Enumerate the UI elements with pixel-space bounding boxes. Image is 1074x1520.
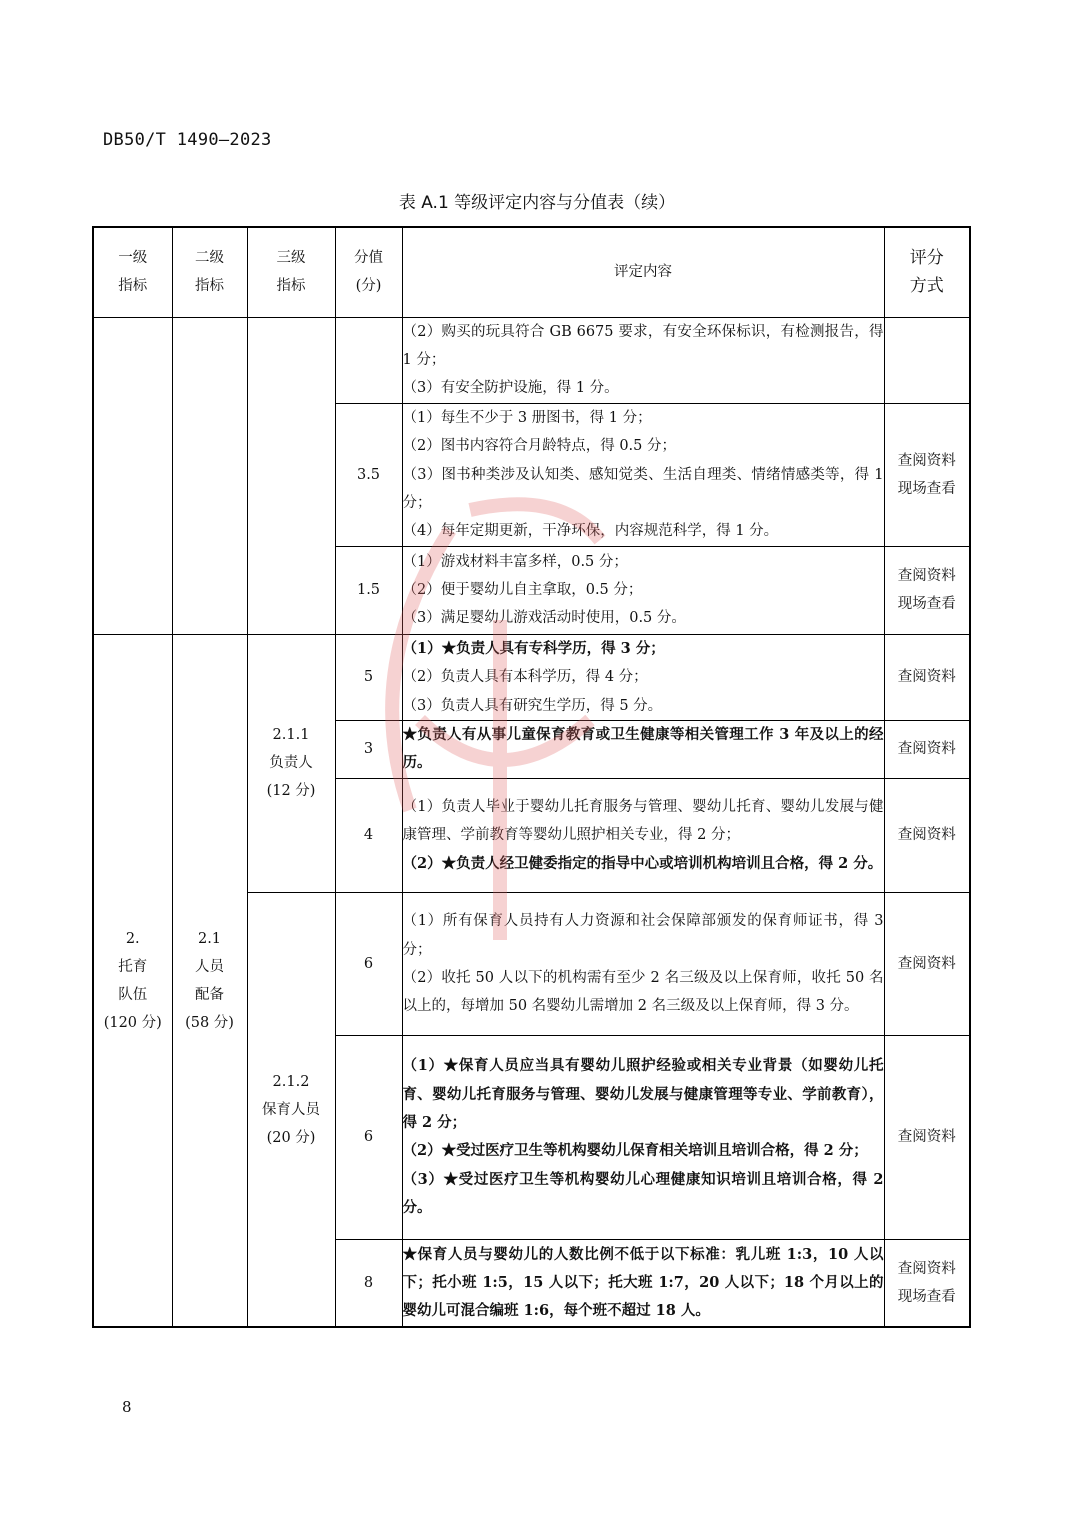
table-title: 表 A.1 等级评定内容与分值表（续）	[398, 193, 676, 213]
cell-method: 查阅资料	[884, 634, 970, 720]
cell-content: （1）所有保育人员持有人力资源和社会保障部颁发的保育师证书，得 3 分； （2）收托 50 人以下的机构需有至少 2 名三级及以上保育师，收托 50 名以上的，每增加 50 名婴幼儿需增加 2 名三级及以上保育师，得 3 分。	[402, 892, 884, 1035]
cell-level3-empty	[247, 317, 335, 634]
cell-level2-empty	[172, 317, 247, 634]
cell-content: （2）购买的玩具符合 GB 6675 要求，有安全环保标识，有检测报告，得 1 分； （3）有安全防护设施，得 1 分。	[402, 317, 884, 403]
cell-method: 查阅资料 现场查看	[884, 546, 970, 634]
page-number: 8	[122, 1398, 132, 1416]
table-row	[93, 317, 970, 403]
header-level1: 一级 指标	[93, 227, 172, 317]
cell-level2-staffing: 2.1 人员 配备 (58 分)	[172, 634, 247, 1327]
cell-method: 查阅资料	[884, 778, 970, 892]
scoring-table	[92, 226, 971, 1328]
cell-level3-caregivers: 2.1.2 保育人员 (20 分)	[247, 892, 335, 1327]
header-method: 评分 方式	[884, 227, 970, 317]
cell-score: 6	[335, 892, 402, 1035]
cell-method	[884, 317, 970, 403]
cell-level1-empty	[93, 317, 172, 634]
cell-content: （1）游戏材料丰富多样，0.5 分； （2）便于婴幼儿自主拿取，0.5 分； （3）满足婴幼儿游戏活动时使用，0.5 分。	[402, 546, 884, 634]
cell-score	[335, 317, 402, 403]
cell-content: （1）每生不少于 3 册图书，得 1 分； （2）图书内容符合月龄特点，得 0.5 分； （3）图书种类涉及认知类、感知觉类、生活自理类、情绪情感类等，得 1 分； （4）每年定期更新，干净环保，内容规范科学，得 1 分。	[402, 403, 884, 546]
table-header-row	[93, 227, 970, 317]
cell-score: 8	[335, 1239, 402, 1327]
cell-score: 1.5	[335, 546, 402, 634]
cell-level3-leader: 2.1.1 负责人 (12 分)	[247, 634, 335, 892]
cell-score: 5	[335, 634, 402, 720]
header-level2: 二级 指标	[172, 227, 247, 317]
cell-level1-team: 2. 托育 队伍 (120 分)	[93, 634, 172, 1327]
header-score: 分值 (分)	[335, 227, 402, 317]
cell-content: （1）★负责人具有专科学历，得 3 分； （2）负责人具有本科学历，得 4 分； （3）负责人具有研究生学历，得 5 分。	[402, 634, 884, 720]
cell-method: 查阅资料	[884, 1035, 970, 1239]
cell-content: ★保育人员与婴幼儿的人数比例不低于以下标准：乳儿班 1:3，10 人以下；托小班 1:5，15 人以下；托大班 1:7，20 人以下；18 个月以上的婴幼儿可混合编班 1:6，每个班不超过 18 人。	[402, 1239, 884, 1327]
header-content: 评定内容	[402, 227, 884, 317]
cell-score: 3.5	[335, 403, 402, 546]
cell-method: 查阅资料	[884, 720, 970, 778]
cell-method: 查阅资料	[884, 892, 970, 1035]
cell-content: （1）负责人毕业于婴幼儿托育服务与管理、婴幼儿托育、婴幼儿发展与健康管理、学前教育等婴幼儿照护相关专业，得 2 分； （2）★负责人经卫健委指定的指导中心或培训机构培训且合格，得 2 分。	[402, 778, 884, 892]
cell-content: ★负责人有从事儿童保育教育或卫生健康等相关管理工作 3 年及以上的经历。	[402, 720, 884, 778]
cell-content: （1）★保育人员应当具有婴幼儿照护经验或相关专业背景（如婴幼儿托育、婴幼儿托育服务与管理、婴幼儿发展与健康管理等专业、学前教育），得 2 分； （2）★受过医疗卫生等机构婴幼儿保育相关培训且培训合格，得 2 分； （3）★受过医疗卫生等机构婴幼儿心理健康知识培训且培训合格，得 2 分。	[402, 1035, 884, 1239]
cell-method: 查阅资料 现场查看	[884, 403, 970, 546]
cell-method: 查阅资料 现场查看	[884, 1239, 970, 1327]
header-level3: 三级 指标	[247, 227, 335, 317]
cell-score: 3	[335, 720, 402, 778]
table-row	[93, 634, 970, 720]
cell-score: 6	[335, 1035, 402, 1239]
document-code: DB50/T 1490—2023	[103, 130, 272, 150]
cell-score: 4	[335, 778, 402, 892]
